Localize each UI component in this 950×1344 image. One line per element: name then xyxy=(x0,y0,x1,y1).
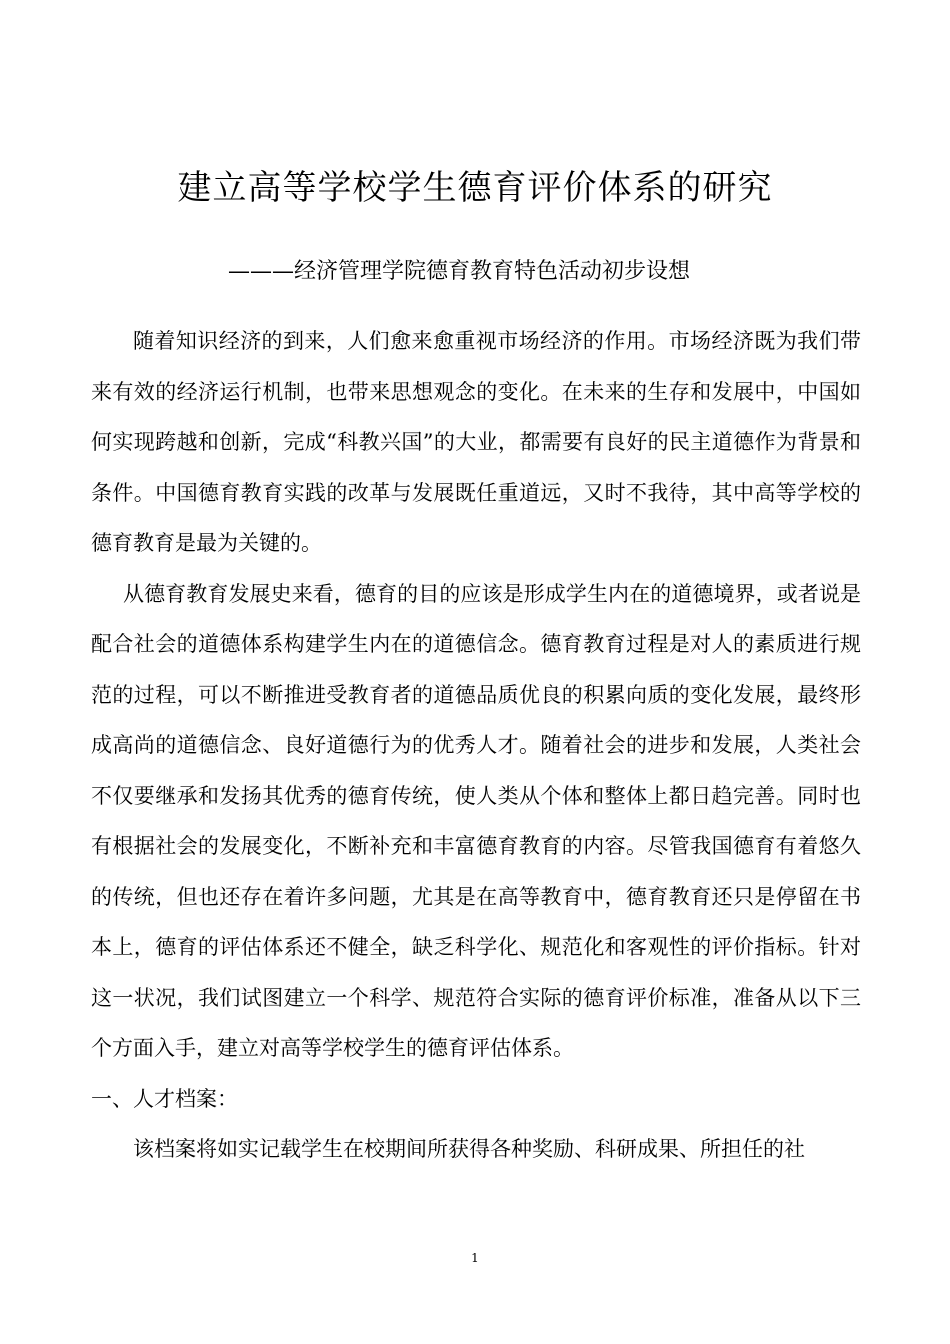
document-title: 建立高等学校学生德育评价体系的研究 xyxy=(177,168,773,208)
body-paragraph: 从德育教育发展史来看，德育的目的应该是形成学生内在的道德境界，或者说是配合社会的道德体系构建学生内在的道德信念。德育教育过程是对人的素质进行规范的过程，可以不断推进受教育者的道德品质优良的积累向质的变化发展，最终形成高尚的道德信念、良好道德行为的优秀人才。随着社会的进步和发展，人类社会不仅要继承和发扬其优秀的德育传统，使人类从个体和整体上都日趋完善。同时也有根据社会的发展变化，不断补充和丰富德育教育的内容。尽管我国德育有着悠久的传统，但也还存在着许多问题，尤其是在高等教育中，德育教育还只是停留在书本上，德育的评估体系还不健全，缺乏科学化、规范化和客观性的评价指标。针对这一状况，我们试图建立一个科学、规范符合实际的德育评价标准，准备从以下三个方面入手，建立对高等学校学生的德育评估体系。 xyxy=(91,581,861,1060)
body-paragraph: 随着知识经济的到来，人们愈来愈重视市场经济的作用。市场经济既为我们带来有效的经济运行机制，也带来思想观念的变化。在未来的生存和发展中，中国如何实现跨越和创新，完成“科教兴国”的大业，都需要有良好的民主道德作为背景和条件。中国德育教育实践的改革与发展既任重道远，又时不我待，其中高等学校的德育教育是最为关键的。 xyxy=(91,329,861,555)
document-subtitle: ———经济管理学院德育教育特色活动初步设想 xyxy=(228,259,691,284)
page-number: 1 xyxy=(471,1251,479,1265)
body-paragraph: 该档案将如实记载学生在校期间所获得各种奖励、科研成果、所担任的社 xyxy=(133,1137,805,1161)
section-heading: 一、人才档案： xyxy=(91,1086,238,1111)
document-body xyxy=(91,316,861,1175)
